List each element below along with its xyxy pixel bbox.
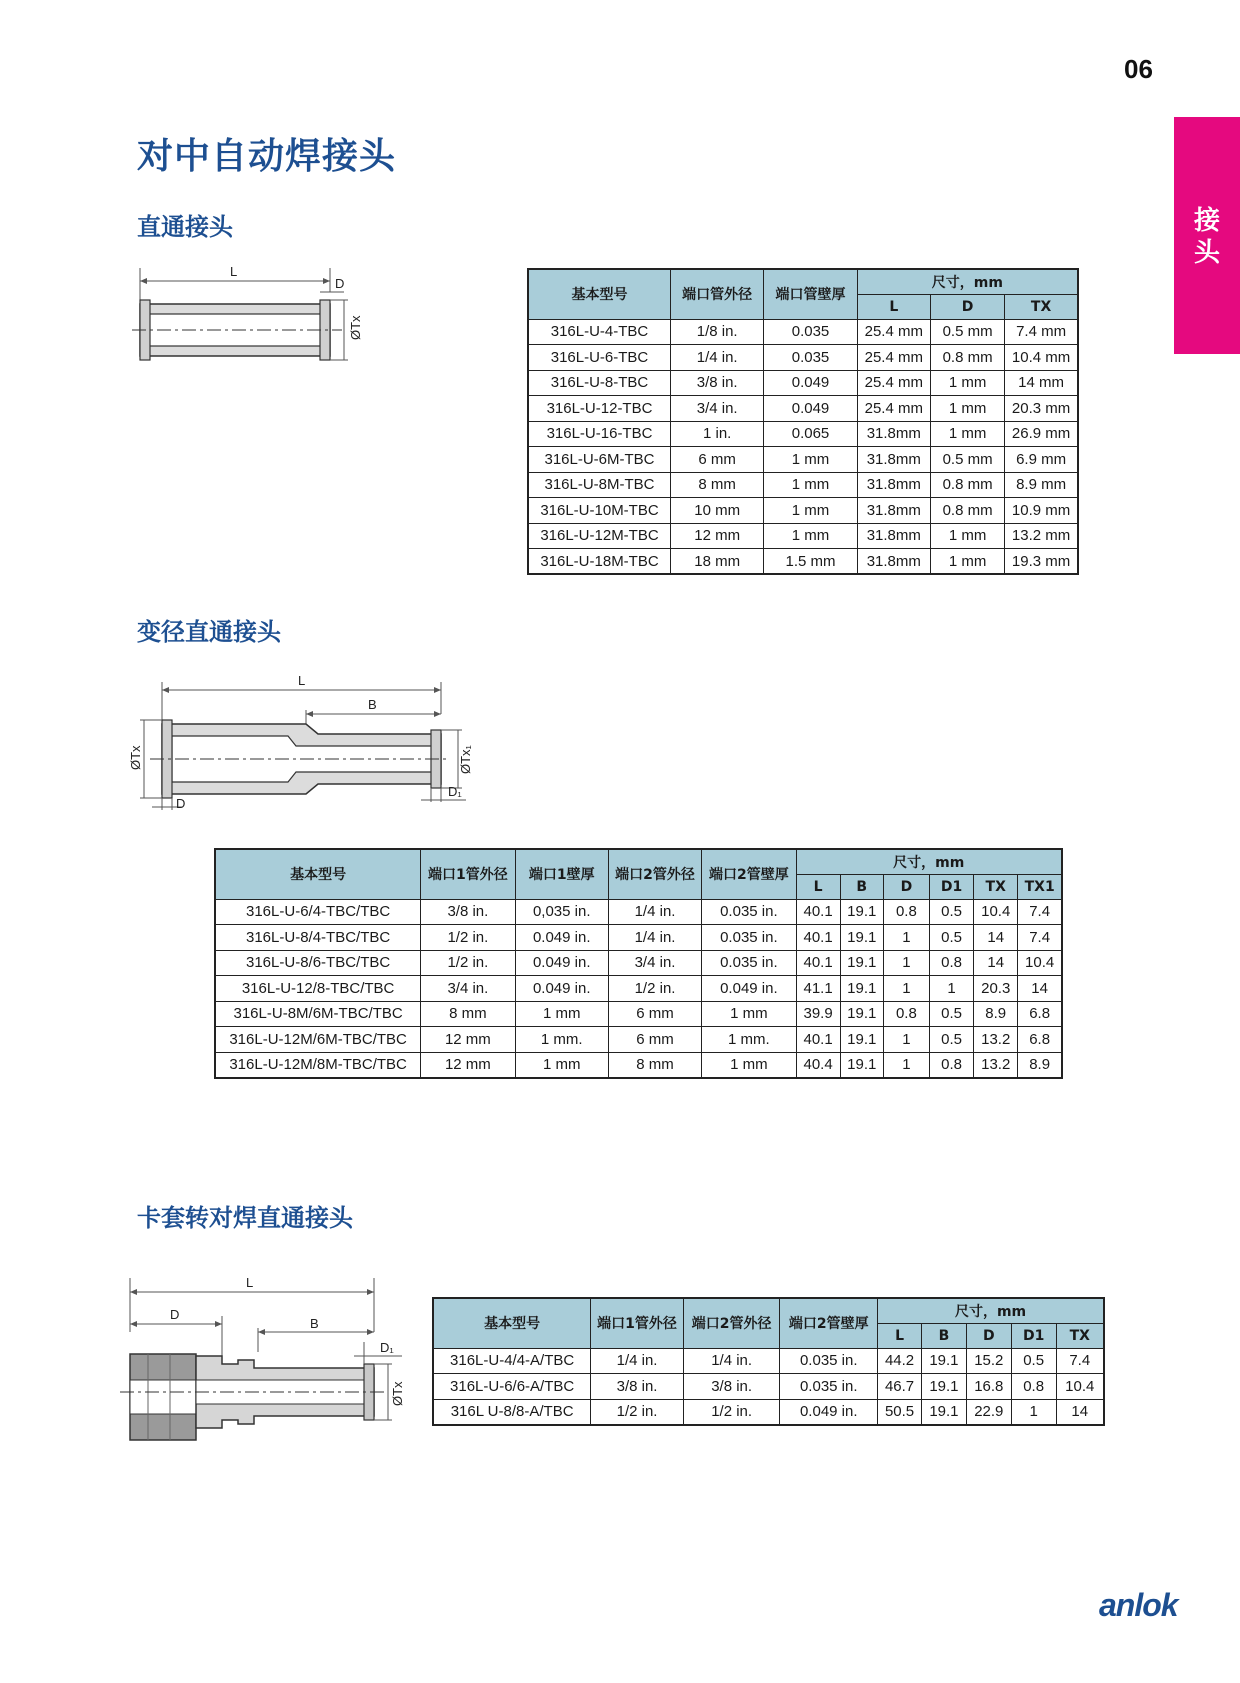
table-cell: 0.5 (1011, 1348, 1056, 1374)
table-cell: 19.3 mm (1005, 549, 1078, 575)
table-cell: 316L-U-12M-TBC (528, 523, 671, 549)
table-row (528, 370, 1078, 396)
table-cell: 3/8 in. (421, 899, 515, 925)
table-cell: 1/2 in. (421, 925, 515, 951)
table-cell: 0.5 mm (930, 447, 1004, 473)
table-cell: 0.8 mm (930, 472, 1004, 498)
table-cell: 0.035 in. (780, 1374, 878, 1400)
table-cell: 1 (883, 976, 929, 1002)
table-cell: 10.9 mm (1005, 498, 1078, 524)
header-L: L (796, 874, 840, 899)
table-row (528, 319, 1078, 345)
table-cell: 7.4 mm (1005, 319, 1078, 345)
table-cell: 316L-U-6M-TBC (528, 447, 671, 473)
header-TX: TX (974, 874, 1018, 899)
table-cell: 1 mm (764, 472, 857, 498)
table-cell: 19.1 (840, 899, 883, 925)
header-TX: TX (1005, 294, 1078, 319)
table-cell: 12 mm (421, 1052, 515, 1078)
table-cell: 1 mm (515, 1052, 608, 1078)
dim-label-B: B (368, 697, 377, 712)
table-cell: 13.2 (974, 1052, 1018, 1078)
table-cell: 18 mm (671, 549, 764, 575)
header-dims: 尺寸，mm (796, 849, 1062, 874)
table-cell: 10.4 (1018, 950, 1062, 976)
header-D1: D1 (1011, 1323, 1056, 1348)
header-model: 基本型号 (433, 1298, 591, 1348)
dim-label-D1: D₁ (448, 784, 462, 799)
header-D: D (930, 294, 1004, 319)
table-cell: 0.8 (883, 899, 929, 925)
straight-union-table (527, 268, 1079, 575)
header-od1: 端口1管外径 (421, 849, 515, 899)
table-row (215, 950, 1062, 976)
table-cell: 1 mm (515, 1001, 608, 1027)
table-cell: 10 mm (671, 498, 764, 524)
header-dims: 尺寸，mm (878, 1298, 1104, 1323)
table-cell: 316L-U-16-TBC (528, 421, 671, 447)
table-cell: 39.9 (796, 1001, 840, 1027)
table-row (528, 472, 1078, 498)
table-cell: 316L-U-6-TBC (528, 345, 671, 371)
table-cell: 19.1 (840, 1001, 883, 1027)
header-D: D (883, 874, 929, 899)
table-cell: 41.1 (796, 976, 840, 1002)
table-cell: 316L-U-18M-TBC (528, 549, 671, 575)
table-cell: 1 (883, 1027, 929, 1053)
header-model: 基本型号 (528, 269, 671, 319)
page-title: 对中自动焊接头 (137, 136, 397, 177)
table-cell: 316L U-8/8-A/TBC (433, 1399, 591, 1425)
compression-weld-union-table (432, 1297, 1105, 1426)
table-cell: 0.5 (929, 1001, 973, 1027)
table-cell: 316L-U-6/4-TBC/TBC (215, 899, 421, 925)
table-cell: 316L-U-12/8-TBC/TBC (215, 976, 421, 1002)
table-cell: 40.1 (796, 925, 840, 951)
table-cell: 20.3 (974, 976, 1018, 1002)
dim-label-B: B (310, 1316, 319, 1331)
table-cell: 1 mm (764, 523, 857, 549)
table-cell: 19.1 (921, 1374, 966, 1400)
side-tab (1174, 117, 1240, 354)
table-cell: 0.049 in. (780, 1399, 878, 1425)
table-cell: 19.1 (840, 925, 883, 951)
table-cell: 6 mm (608, 1027, 701, 1053)
table-cell: 1/4 in. (608, 925, 701, 951)
header-B: B (921, 1323, 966, 1348)
table-row (215, 976, 1062, 1002)
dim-label-L: L (298, 673, 306, 688)
header-wall: 端口管壁厚 (764, 269, 857, 319)
table-cell: 16.8 (966, 1374, 1011, 1400)
header-wall1: 端口1壁厚 (515, 849, 608, 899)
table-cell: 8 mm (608, 1052, 701, 1078)
table-cell: 31.8mm (857, 523, 930, 549)
table-cell: 0.8 (1011, 1374, 1056, 1400)
table-cell: 1/4 in. (683, 1348, 780, 1374)
table-row (528, 345, 1078, 371)
table-row (528, 421, 1078, 447)
table-row (433, 1374, 1104, 1400)
table-row (528, 447, 1078, 473)
table-cell: 8.9 mm (1005, 472, 1078, 498)
table-cell: 0.035 (764, 345, 857, 371)
table-cell: 0.049 (764, 370, 857, 396)
table-cell: 31.8mm (857, 549, 930, 575)
table-cell: 0.049 in. (515, 950, 608, 976)
table-cell: 15.2 (966, 1348, 1011, 1374)
table-row (528, 549, 1078, 575)
table-cell: 6.9 mm (1005, 447, 1078, 473)
table-cell: 0.035 (764, 319, 857, 345)
table-cell: 0.5 mm (930, 319, 1004, 345)
dim-label-D: D (170, 1307, 180, 1322)
table-cell: 1/2 in. (683, 1399, 780, 1425)
table-cell: 31.8mm (857, 472, 930, 498)
table-cell: 316L-U-10M-TBC (528, 498, 671, 524)
table-cell: 316L-U-6/6-A/TBC (433, 1374, 591, 1400)
table-cell: 7.4 (1018, 925, 1062, 951)
table-cell: 31.8mm (857, 498, 930, 524)
table-cell: 1/4 in. (608, 899, 701, 925)
table-cell: 0.049 in. (515, 976, 608, 1002)
table-cell: 316L-U-4/4-A/TBC (433, 1348, 591, 1374)
table-cell: 6.8 (1018, 1027, 1062, 1053)
table-cell: 12 mm (421, 1027, 515, 1053)
table-cell: 1 mm. (515, 1027, 608, 1053)
table-cell: 1 (883, 925, 929, 951)
table-row (528, 498, 1078, 524)
table-cell: 14 (1018, 976, 1062, 1002)
table-cell: 13.2 (974, 1027, 1018, 1053)
table-cell: 25.4 mm (857, 319, 930, 345)
side-tab-char: 接 (1193, 206, 1220, 236)
table-cell: 316L-U-8/4-TBC/TBC (215, 925, 421, 951)
dim-label-tx: ØTx (348, 315, 363, 340)
table-cell: 0.035 in. (702, 950, 796, 976)
table-cell: 19.1 (840, 1027, 883, 1053)
table-cell: 3/8 in. (671, 370, 764, 396)
table-row (215, 1052, 1062, 1078)
side-tab-char: 头 (1193, 238, 1220, 268)
table-cell: 0.8 mm (930, 498, 1004, 524)
table-cell: 0.5 (929, 925, 973, 951)
table-cell: 1 mm (930, 421, 1004, 447)
table-cell: 0.035 in. (702, 899, 796, 925)
table-cell: 44.2 (878, 1348, 922, 1374)
header-L: L (878, 1323, 922, 1348)
table-cell: 1 (929, 976, 973, 1002)
table-cell: 316L-U-8/6-TBC/TBC (215, 950, 421, 976)
table-row (433, 1348, 1104, 1374)
dim-label-L: L (246, 1275, 254, 1290)
table-cell: 1.5 mm (764, 549, 857, 575)
table-cell: 10.4 (974, 899, 1018, 925)
table-cell: 1/8 in. (671, 319, 764, 345)
header-wall2: 端口2管壁厚 (702, 849, 796, 899)
table-cell: 1/2 in. (591, 1399, 684, 1425)
table-row (215, 1001, 1062, 1027)
header-TX: TX (1056, 1323, 1104, 1348)
table-cell: 8 mm (671, 472, 764, 498)
table-cell: 316L-U-12-TBC (528, 396, 671, 422)
table-cell: 316L-U-8M/6M-TBC/TBC (215, 1001, 421, 1027)
header-od2: 端口2管外径 (608, 849, 701, 899)
table-cell: 14 mm (1005, 370, 1078, 396)
table-cell: 1 mm (702, 1052, 796, 1078)
table-cell: 46.7 (878, 1374, 922, 1400)
table-cell: 40.4 (796, 1052, 840, 1078)
table-cell: 25.4 mm (857, 345, 930, 371)
table-cell: 1 mm. (702, 1027, 796, 1053)
table-cell: 19.1 (840, 976, 883, 1002)
table-cell: 1/2 in. (608, 976, 701, 1002)
table-cell: 0,035 in. (515, 899, 608, 925)
table-cell: 316L-U-12M/8M-TBC/TBC (215, 1052, 421, 1078)
table-cell: 0.049 (764, 396, 857, 422)
table-cell: 3/4 in. (671, 396, 764, 422)
table-cell: 0.8 (929, 950, 973, 976)
table-cell: 1 mm (930, 396, 1004, 422)
table-cell: 0.5 (929, 899, 973, 925)
table-cell: 25.4 mm (857, 396, 930, 422)
table-cell: 40.1 (796, 1027, 840, 1053)
table-cell: 14 (1056, 1399, 1104, 1425)
table-cell: 1/4 in. (591, 1348, 684, 1374)
reducing-union-table (214, 848, 1063, 1079)
page-number: 06 (1124, 54, 1153, 84)
table-cell: 14 (974, 925, 1018, 951)
table-cell: 1 (883, 1052, 929, 1078)
table-cell: 26.9 mm (1005, 421, 1078, 447)
dim-label-D1: D₁ (380, 1340, 394, 1355)
table-row (215, 925, 1062, 951)
header-D: D (966, 1323, 1011, 1348)
table-row (215, 899, 1062, 925)
dim-label-tx: ØTx (390, 1381, 405, 1406)
table-cell: 19.1 (840, 950, 883, 976)
table-cell: 13.2 mm (1005, 523, 1078, 549)
reducing-union-drawing (128, 674, 478, 814)
table-cell: 0.049 in. (702, 976, 796, 1002)
table-cell: 14 (974, 950, 1018, 976)
section-title-reducing-union: 变径直通接头 (137, 618, 281, 646)
table-cell: 316L-U-8M-TBC (528, 472, 671, 498)
dim-label-tx: ØTx (128, 745, 143, 770)
table-cell: 0.049 in. (515, 925, 608, 951)
table-cell: 1 (883, 950, 929, 976)
table-cell: 0.035 in. (780, 1348, 878, 1374)
table-cell: 1 mm (930, 523, 1004, 549)
header-TX1: TX1 (1018, 874, 1062, 899)
table-cell: 3/8 in. (591, 1374, 684, 1400)
section-title-compression-weld-union: 卡套转对焊直通接头 (137, 1204, 353, 1232)
table-cell: 8 mm (421, 1001, 515, 1027)
table-cell: 40.1 (796, 950, 840, 976)
table-cell: 10.4 (1056, 1374, 1104, 1400)
table-cell: 0.065 (764, 421, 857, 447)
table-cell: 20.3 mm (1005, 396, 1078, 422)
table-cell: 8.9 (1018, 1052, 1062, 1078)
table-row (528, 396, 1078, 422)
table-cell: 316L-U-12M/6M-TBC/TBC (215, 1027, 421, 1053)
table-cell: 25.4 mm (857, 370, 930, 396)
table-cell: 1 in. (671, 421, 764, 447)
table-row (215, 1027, 1062, 1053)
table-cell: 3/8 in. (683, 1374, 780, 1400)
dim-label-L: L (230, 264, 238, 279)
header-dims: 尺寸，mm (857, 269, 1078, 294)
brand-logo: anlok (1099, 1587, 1178, 1623)
table-cell: 22.9 (966, 1399, 1011, 1425)
table-cell: 1 mm (764, 447, 857, 473)
header-wall2: 端口2管壁厚 (780, 1298, 878, 1348)
table-row (528, 523, 1078, 549)
table-cell: 31.8mm (857, 447, 930, 473)
table-cell: 1 mm (702, 1001, 796, 1027)
table-cell: 3/4 in. (608, 950, 701, 976)
table-cell: 7.4 (1018, 899, 1062, 925)
table-cell: 19.1 (921, 1348, 966, 1374)
table-cell: 1 mm (930, 370, 1004, 396)
dim-label-tx1: ØTx₁ (458, 745, 473, 774)
header-model: 基本型号 (215, 849, 421, 899)
table-cell: 316L-U-8-TBC (528, 370, 671, 396)
table-cell: 50.5 (878, 1399, 922, 1425)
dim-label-D: D (176, 796, 186, 811)
dim-label-D: D (335, 276, 345, 291)
table-cell: 316L-U-4-TBC (528, 319, 671, 345)
header-od: 端口管外径 (671, 269, 764, 319)
header-od1: 端口1管外径 (591, 1298, 684, 1348)
table-cell: 6 mm (671, 447, 764, 473)
table-cell: 40.1 (796, 899, 840, 925)
straight-union-drawing (130, 262, 370, 372)
table-cell: 1 mm (930, 549, 1004, 575)
table-cell: 19.1 (840, 1052, 883, 1078)
table-cell: 19.1 (921, 1399, 966, 1425)
table-cell: 7.4 (1056, 1348, 1104, 1374)
table-cell: 8.9 (974, 1001, 1018, 1027)
compression-weld-union-drawing (118, 1272, 418, 1452)
table-cell: 0.8 mm (930, 345, 1004, 371)
table-cell: 6 mm (608, 1001, 701, 1027)
table-cell: 31.8mm (857, 421, 930, 447)
table-row (433, 1399, 1104, 1425)
table-cell: 1 mm (764, 498, 857, 524)
table-cell: 3/4 in. (421, 976, 515, 1002)
table-cell: 0.8 (929, 1052, 973, 1078)
header-od2: 端口2管外径 (683, 1298, 780, 1348)
table-cell: 0.035 in. (702, 925, 796, 951)
header-B: B (840, 874, 883, 899)
section-title-straight-union: 直通接头 (137, 213, 233, 241)
header-L: L (857, 294, 930, 319)
table-cell: 0.8 (883, 1001, 929, 1027)
table-cell: 1/2 in. (421, 950, 515, 976)
table-cell: 1 (1011, 1399, 1056, 1425)
header-D1: D1 (929, 874, 973, 899)
table-cell: 6.8 (1018, 1001, 1062, 1027)
table-cell: 0.5 (929, 1027, 973, 1053)
table-cell: 1/4 in. (671, 345, 764, 371)
table-cell: 12 mm (671, 523, 764, 549)
table-cell: 10.4 mm (1005, 345, 1078, 371)
